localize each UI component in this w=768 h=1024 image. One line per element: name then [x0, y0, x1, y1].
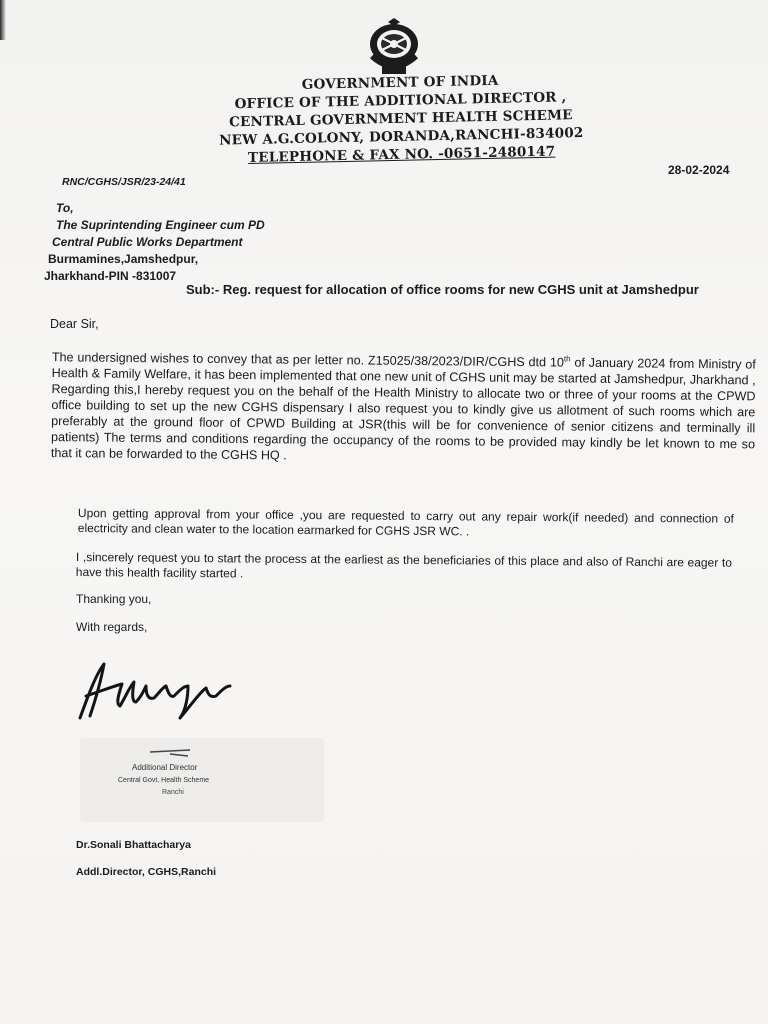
addressee-block [44, 200, 265, 285]
scan-shadow [0, 0, 6, 40]
letterhead [200, 70, 602, 168]
addressee-line: Central Public Works Department [52, 235, 243, 249]
letterhead-line: GOVERNMENT OF INDIA [301, 72, 499, 93]
handwritten-signature [74, 656, 244, 726]
body-paragraph: Upon getting approval from your office ,you are requested to carry out any repair work(if needed) and connection of electricity and clean water to the location earmarked for CGHS JSR WC. . [77, 506, 734, 539]
svg-text:Ranchi: Ranchi [162, 789, 184, 796]
body-paragraph: I ,sincerely request you to start the process at the earliest as the beneficiaries of this place and also of Ranchi are eager to have this health facility started . [75, 550, 732, 581]
svg-text:Additional Director: Additional Director [132, 763, 198, 772]
body-paragraph [51, 346, 756, 469]
closing-thanks: Thanking you, [76, 592, 152, 606]
letterhead-telephone: TELEPHONE & FAX NO. -0651-2480147 [247, 143, 556, 167]
body-text: of January 2024 from Ministry of Health & Family Welfare, it has been implemented that one new unit of CGHS unit may be started at Jamshedpur, Jharkhand , Regarding this,I hereby request you on the behalf of the Health Ministry to allocate two or three of your rooms at the CPWD office building to set up the new CGHS dispensary I also request you to kindly give us allotment of such rooms which are preferably at the ground floor of CPWD Building at JSR(this will be for convenience of senior citizens and terminally ill patients) The terms and conditions regarding the occupancy of the rooms to be provided may kindly be let known to me so that it can be forwarded to the CGHS HQ . [50, 355, 756, 463]
reference-number: RNC/CGHS/JSR/23-24/41 [62, 176, 186, 188]
addressee-line: The Suprintending Engineer cum PD [56, 218, 265, 232]
salutation: Dear Sir, [50, 317, 99, 331]
stamp-lettering [110, 744, 270, 804]
letterhead-line: OFFICE OF THE ADDITIONAL DIRECTOR , [234, 89, 567, 113]
letterhead-line: NEW A.G.COLONY, DORANDA,RANCHI-834002 [218, 124, 584, 149]
svg-text:Central Govt. Health Scheme: Central Govt. Health Scheme [118, 777, 210, 784]
closing-regards: With regards, [76, 620, 148, 634]
addressee-to: To, [56, 201, 74, 215]
addressee-line: Burmamines,Jamshedpur, [48, 252, 199, 266]
addressee-line: Jharkhand-PIN -831007 [44, 269, 177, 283]
cghs-emblem-icon [352, 18, 436, 80]
signer-designation: Addl.Director, CGHS,Ranchi [76, 866, 217, 878]
letter-date: 28-02-2024 [668, 163, 730, 177]
superscript: th [563, 354, 571, 364]
letter-subject: Sub:- Reg. request for allocation of office rooms for new CGHS unit at Jamshedpur [186, 282, 699, 297]
body-text: The undersigned wishes to convey that as per letter no. Z15025/38/2023/DIR/CGHS dtd 10 [51, 350, 564, 370]
letterhead-line: CENTRAL GOVERNMENT HEALTH SCHEME [228, 107, 573, 131]
signer-name: Dr.Sonali Bhattacharya [76, 839, 191, 851]
